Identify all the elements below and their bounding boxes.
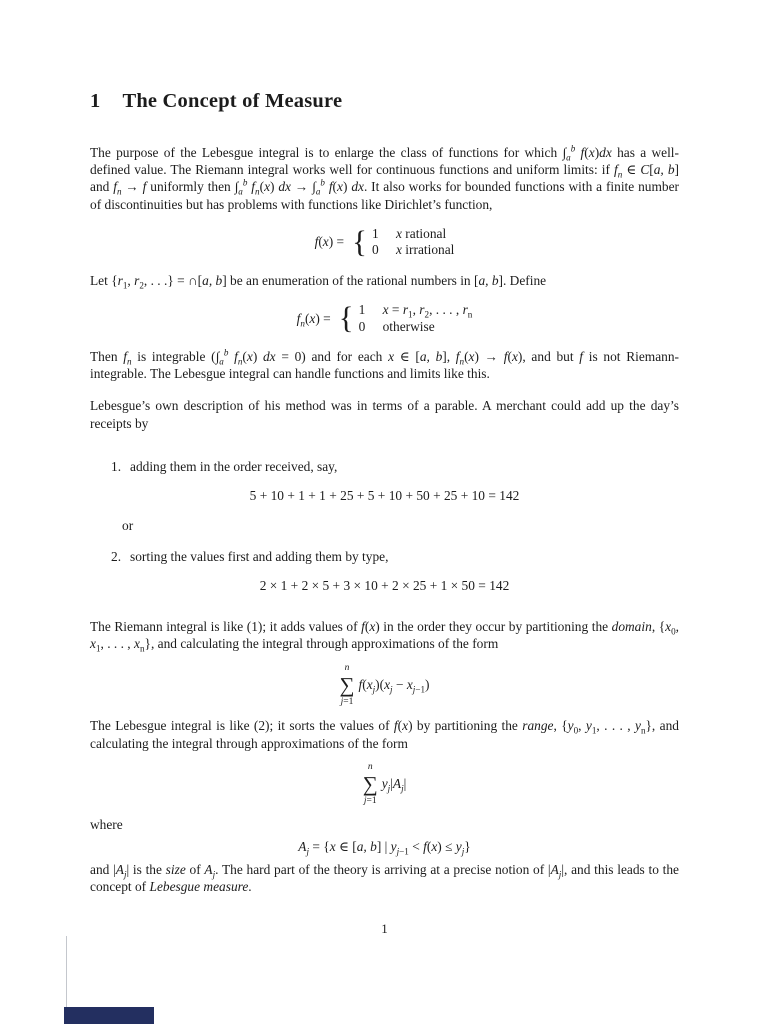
left-brace: { [352,223,367,259]
paragraph-riemann: The Riemann integral is like (1); it adds values of f(x) in the order they occur by partitioning the domain, {$x_0$, $x_1$, . . . , $x_n$}, and calculating the integral through approximations of the form [90,619,679,655]
left-brace: { [338,300,354,336]
summation-symbol [340,663,355,708]
section-title: The Concept of Measure [122,90,343,112]
case-condition: $x = r_1$, $r_2$, . . . , $r_n$ [382,302,473,320]
sum-lower-limit: j=1 [340,696,354,707]
case-value: 1 [358,302,366,318]
section-heading [90,90,679,113]
next-page-left-edge [66,936,67,1007]
sum-upper-limit: n [344,662,350,673]
list-item [111,458,679,475]
paragraph-intro: The purpose of the Lebesgue integral is to enlarge the class of functions for which $\int_a^b$ f(x)dx has a well-defined value. The Riemann integral works well for continuous functions and uniform limits: if $f_n$ ∈ C[a, b] and $f_n \to f$ uniformly then $\int_a^b$ $f_n(x)$ dx → $\int_a^b$ f(x) dx. It also works for bounded functions with a finite number of discontinuities but has problems with functions like Dirichlet’s function, [90,143,679,212]
sum-upper-limit: n [367,761,373,772]
page-number: 1 [381,921,388,937]
sum-expression: $f(x_j)(x_j - x_{j-1})$ [358,677,430,695]
case-condition: x irrational [396,242,455,258]
case-value: 1 [372,225,379,241]
case-condition: otherwise [382,318,435,334]
list-item [111,548,679,565]
equation-sum-by-type: 2 × 1 + 2 × 5 + 3 × 10 + 2 × 25 + 1 × 50 = 142 [259,578,510,594]
equation-riemann-sum [90,663,679,708]
case-condition: x rational [396,225,447,241]
sigma-icon: ∑ [362,771,378,796]
paragraph-integrable: Then $f_n$ is integrable ($\int_a^b$ $f_n(x)$ dx = 0) and for each x ∈ [a, b], $f_n(x) \to f(x)$, and but f is not Riemann-integrable. The Lebesgue integral can handle functions and limits like this. [90,347,680,382]
sigma-icon: ∑ [339,672,355,697]
equation-sum-in-order: 5 + 10 + 1 + 1 + 25 + 5 + 10 + 50 + 25 + 10 = 142 [249,488,520,504]
case-row [372,226,454,243]
equation-lhs: f(x) = [314,234,345,250]
sum-lower-limit: j=1 [363,795,377,806]
equation-lhs: $f_n(x)$ = [296,310,331,329]
section-number: 1 [90,90,101,112]
paragraph-measure: and $|A_j|$ is the size of $A_j$. The hard part of the theory is arriving at a precise notion of $|A_j|$, and this leads to the concept of Lebesgue measure. [90,861,679,894]
list-connector: or [122,518,134,534]
case-row [372,242,454,259]
list-item-number: 1. [111,458,122,474]
equation-lebesgue-sum [90,762,679,807]
case-value: 0 [372,242,379,258]
case-row [359,302,473,319]
case-row [359,319,473,336]
list-item-number: 2. [111,549,122,565]
paragraph-parable: Lebesgue’s own description of his method was in terms of a parable. A merchant could add up the day’s receipts by [90,398,679,431]
next-page-banner [64,1007,154,1024]
summation-symbol [363,762,378,807]
where-label: where [90,816,123,832]
equation-dirichlet-function [90,223,679,259]
equation-set-Aj: $A_j = \{x$ ∈ [a, b] | $y_{j-1} < f(x) \le y_j$} [298,838,471,857]
list-item-text: sorting the values first and adding them by type, [130,549,389,565]
equation-fn-definition [90,302,679,335]
paragraph-enumeration: Let {$r_1$, $r_2$, . . .} = ∩[a, b] be an enumeration of the rational numbers in [a, b]. Define [90,272,547,291]
paragraph-lebesgue: The Lebesgue integral is like (2); it sorts the values of f(x) by partitioning the range, {$y_0$, $y_1$, . . . , $y_n$}, and calculating the integral through approximations of the form [90,718,679,751]
case-value: 0 [358,318,366,334]
list-item-text: adding them in the order received, say, [130,458,338,474]
sum-expression: $y_j|A_j|$ [381,776,407,794]
